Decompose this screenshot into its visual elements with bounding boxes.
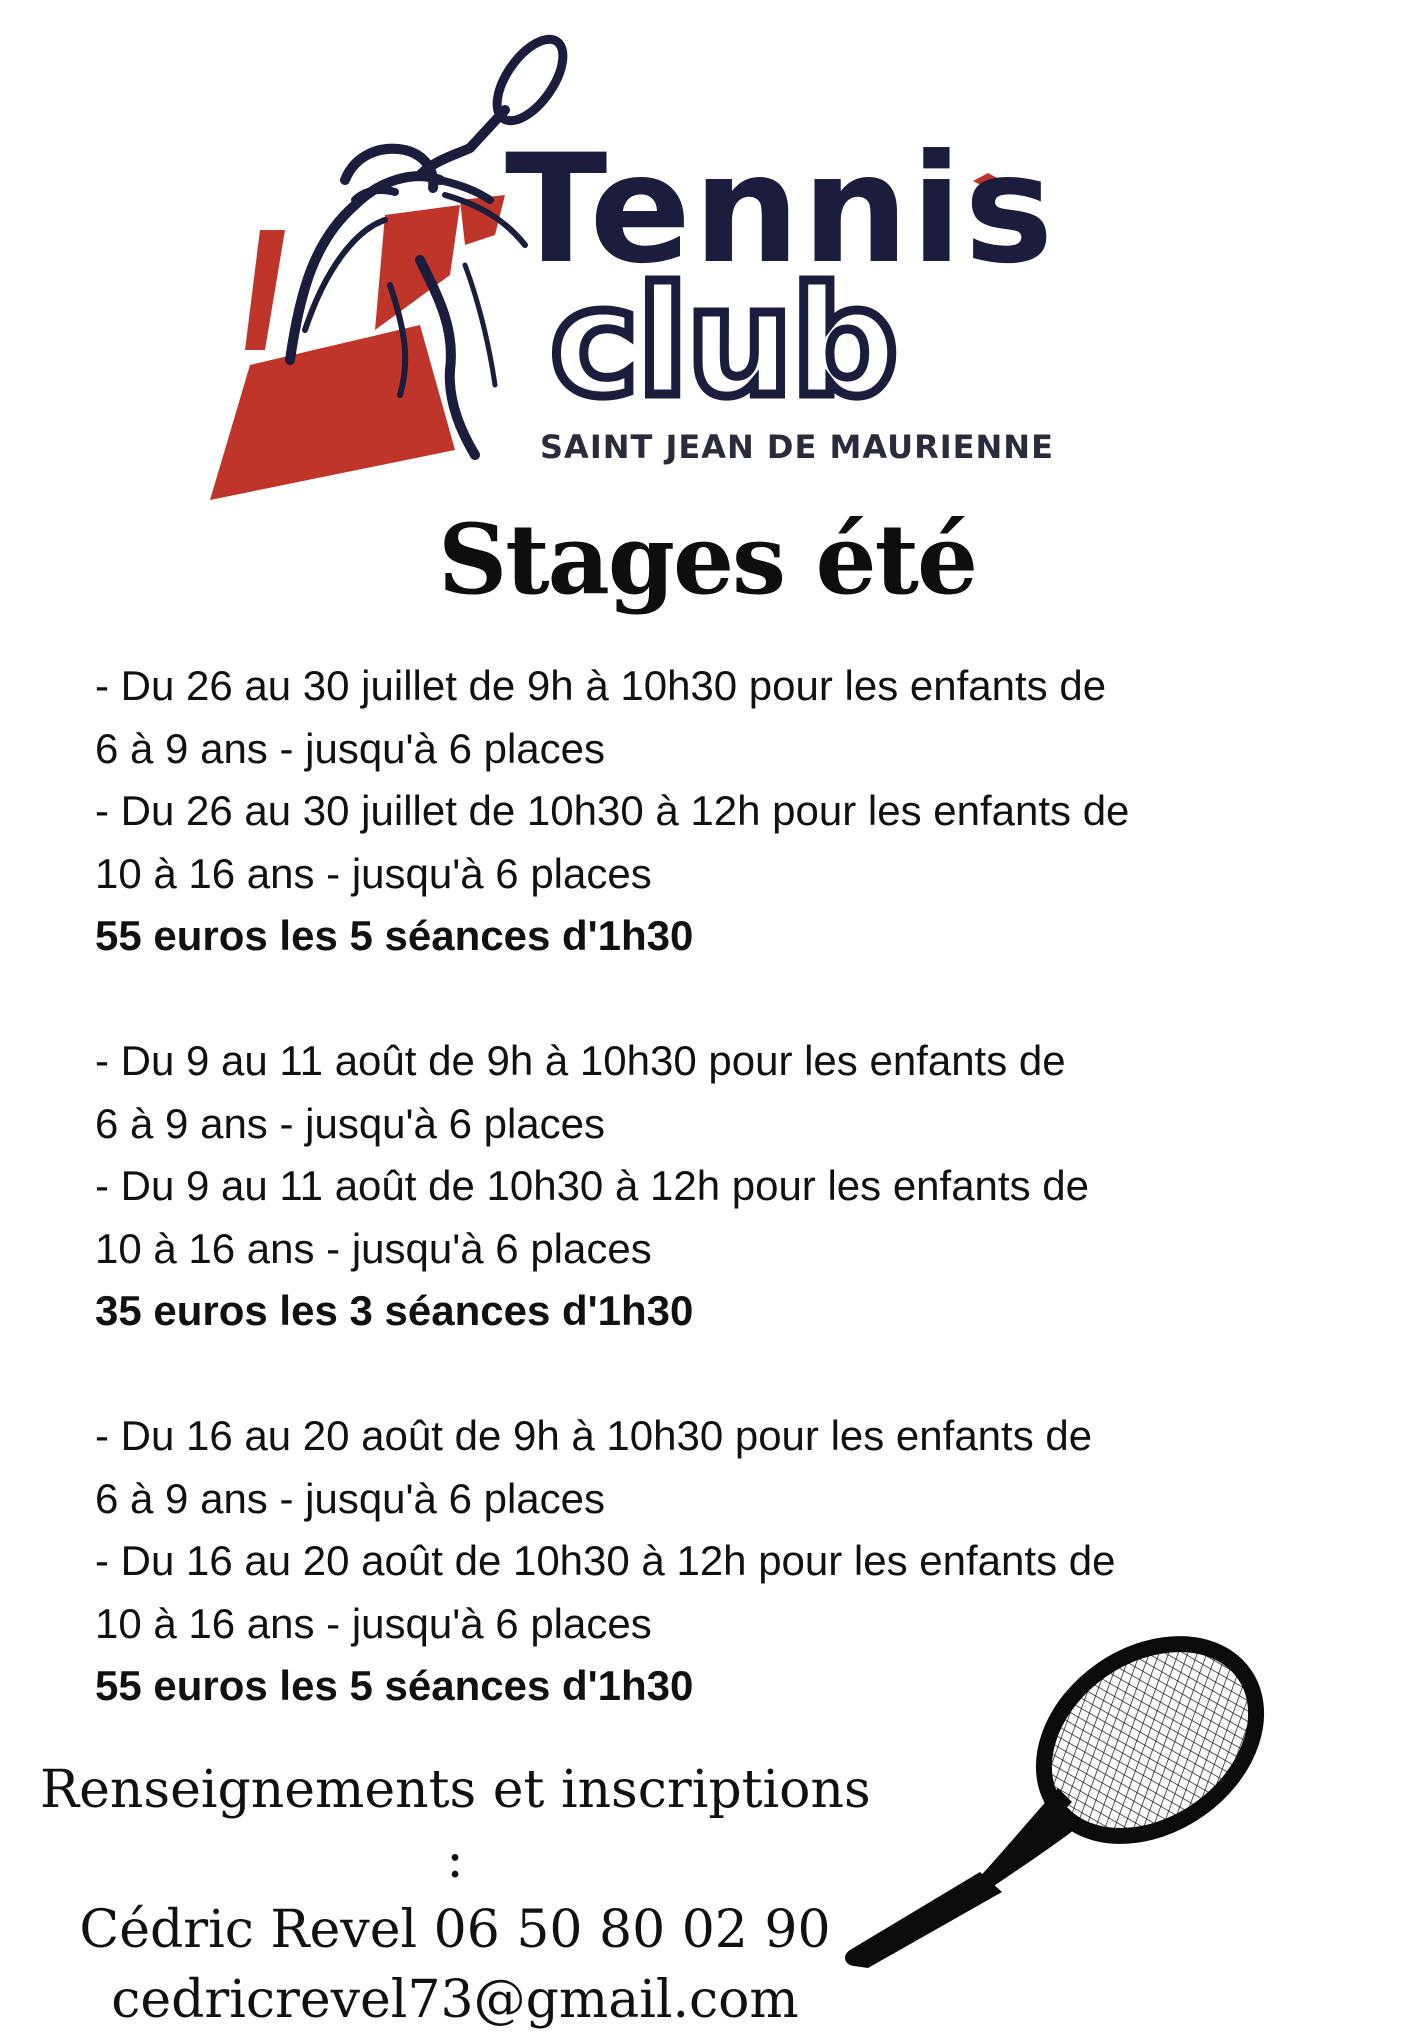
tennis-racket-icon	[820, 1610, 1290, 1970]
spacer	[95, 968, 1255, 1031]
contact-colon: :	[446, 1830, 464, 1890]
session-line: 10 à 16 ans - jusqu'à 6 places	[95, 849, 652, 897]
contact-block	[40, 1755, 870, 2035]
session-line: - Du 26 au 30 juillet de 9h à 10h30 pour les enfants de	[95, 662, 1107, 709]
contact-heading: Renseignements et inscriptions	[40, 1760, 871, 1820]
session-line: - Du 9 au 11 août de 10h30 à 12h pour les enfants de	[95, 1162, 1089, 1209]
session-line: 6 à 9 ans - jusqu'à 6 places	[95, 1099, 606, 1147]
session-line: - Du 9 au 11 août de 9h à 10h30 pour les enfants de	[95, 1037, 1066, 1084]
session-block	[95, 655, 1255, 968]
session-line: 10 à 16 ans - jusqu'à 6 places	[95, 1224, 652, 1272]
session-line: - Du 16 au 20 août de 9h à 10h30 pour les enfants de	[95, 1412, 1093, 1459]
spacer	[95, 1343, 1255, 1406]
session-line: 6 à 9 ans - jusqu'à 6 places	[95, 724, 606, 772]
logo-word-club: club	[550, 256, 897, 430]
schedule-list	[95, 655, 1255, 1718]
session-line: - Du 16 au 20 août de 10h30 à 12h pour les enfants de	[95, 1537, 1116, 1584]
session-price: 35 euros les 3 séances d'1h30	[95, 1287, 694, 1334]
session-price: 55 euros les 5 séances d'1h30	[95, 1662, 694, 1709]
club-logo	[205, 30, 1135, 510]
page-title: Stages été	[437, 503, 977, 616]
logo-subtitle: SAINT JEAN DE MAURIENNE	[540, 428, 1054, 466]
contact-name-phone: Cédric Revel 06 50 80 02 90	[79, 1900, 831, 1960]
session-line: 6 à 9 ans - jusqu'à 6 places	[95, 1474, 606, 1522]
session-line: 10 à 16 ans - jusqu'à 6 places	[95, 1599, 652, 1647]
session-block	[95, 1030, 1255, 1343]
session-line: - Du 26 au 30 juillet de 10h30 à 12h pour les enfants de	[95, 787, 1130, 834]
contact-email: cedricrevel73@gmail.com	[111, 1970, 799, 2030]
session-price: 55 euros les 5 séances d'1h30	[95, 912, 694, 959]
logo-word-tennis: Tennis	[505, 123, 1056, 297]
